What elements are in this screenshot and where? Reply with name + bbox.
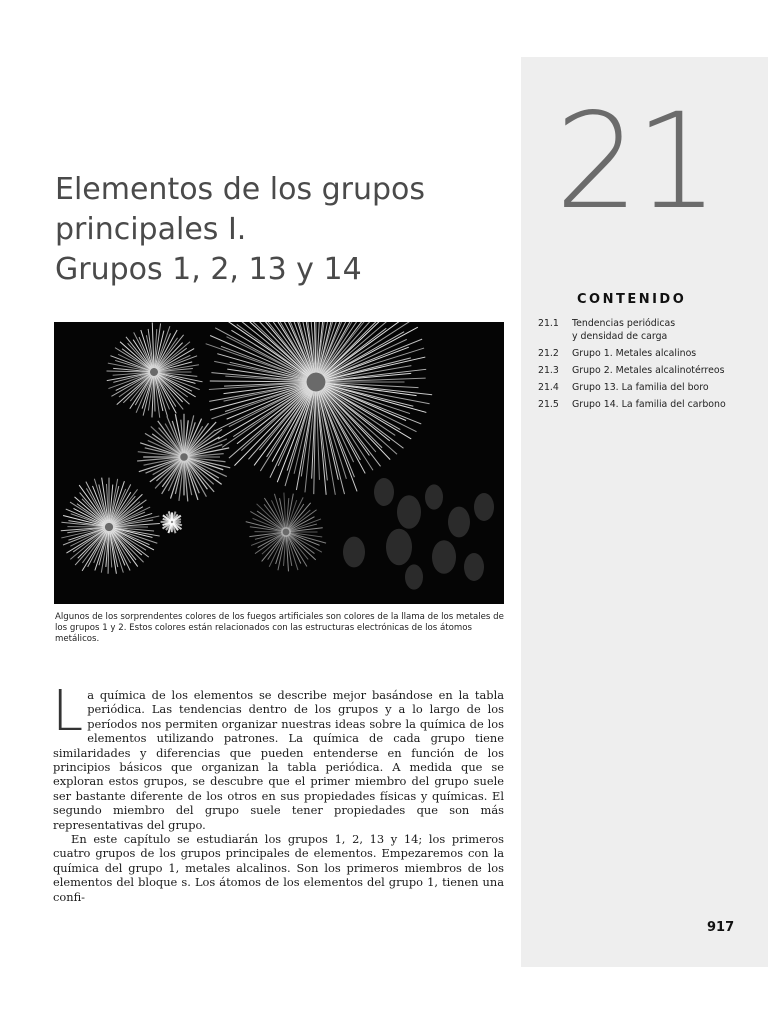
- smoke-glow: [432, 540, 456, 574]
- body-text: [52, 679, 504, 904]
- toc-item[interactable]: [538, 399, 763, 412]
- firework-burst: [161, 511, 182, 533]
- smoke-glow: [405, 564, 423, 589]
- firework-burst: [107, 323, 203, 418]
- toc-item[interactable]: [538, 318, 763, 343]
- toc-item[interactable]: [538, 365, 763, 378]
- firework-burst: [137, 414, 230, 502]
- smoke-glow: [343, 537, 365, 568]
- smoke-glow: [464, 553, 484, 581]
- smoke-glow: [448, 507, 470, 538]
- toc-item-number: 21.5: [538, 399, 559, 411]
- firework-burst: [206, 322, 432, 495]
- fireworks-image: [54, 322, 504, 604]
- smoke-glow: [374, 478, 394, 506]
- toc-item-title: Grupo 1. Metales alcalinos: [572, 347, 697, 359]
- chapter-number: 21: [555, 85, 715, 239]
- toc-item-title: Tendencias periódicas y densidad de carga: [572, 318, 676, 342]
- chapter-title-line: Grupos 1, 2, 13 y 14: [55, 252, 362, 287]
- toc-item-number: 21.3: [538, 364, 559, 376]
- drop-cap: L: [52, 679, 84, 744]
- smoke-glow: [474, 493, 494, 521]
- toc-item[interactable]: [538, 382, 763, 395]
- smoke-glow: [397, 495, 421, 529]
- toc-item-number: 21.1: [538, 318, 559, 329]
- firework-burst: [246, 493, 326, 572]
- contents-heading: CONTENIDO: [577, 292, 687, 307]
- figure-caption: Algunos de los sorprendentes colores de los fuegos artificiales son colores de la llama de los metales de los grupos 1 y 2. Estos colores están relacionados con las estructuras electrónicas de los átomos metálicos.: [55, 612, 504, 644]
- toc-item-number: 21.4: [538, 382, 559, 394]
- body-paragraph: En este capítulo se estudiarán los grupos 1, 2, 13 y 14; los primeros cuatro grupos de los grupos principales de elementos. Empezaremos con la química del grupo 1, metales alcalinos. Son los primeros miembros de los elementos del bloque s. Los átomos de los elementos del grupo 1, tienen una confi-: [53, 832, 504, 904]
- body-paragraph: [52, 679, 504, 832]
- fireworks-photo: [54, 322, 504, 604]
- smoke-glow: [425, 484, 443, 509]
- toc-item-title: Grupo 14. La familia del carbono: [572, 399, 726, 411]
- toc-item-title: Grupo 13. La familia del boro: [572, 382, 709, 394]
- toc-item[interactable]: [538, 348, 763, 361]
- table-of-contents: [538, 318, 763, 417]
- chapter-title-line: Elementos de los grupos: [55, 172, 426, 207]
- chapter-title: [55, 170, 505, 290]
- chapter-title-line: principales I.: [55, 212, 247, 247]
- toc-item-title: Grupo 2. Metales alcalinotérreos: [572, 364, 725, 376]
- smoke-glow: [386, 529, 412, 565]
- firework-burst: [61, 478, 160, 574]
- body-paragraph-text: a química de los elementos se describe mejor basándose en la tabla periódica. Las tendencias dentro de los grupos y a lo largo de los períodos nos permiten organizar nuestras ideas sobre la química de los elementos utilizando patrones. La química de cada grupo tiene similaridades y diferencias que pueden entenderse en función de los principios básicos que organizan la tabla periódica. A medida que se exploran estos grupos, se descubre que el primer miembro del grupo suele ser bastante diferente de los otros en sus propiedades físicas y químicas. El segundo miembro del grupo suele tener propiedades que son más representativas del grupo.: [53, 688, 504, 832]
- toc-item-number: 21.2: [538, 347, 559, 359]
- page-number: 917: [707, 920, 735, 935]
